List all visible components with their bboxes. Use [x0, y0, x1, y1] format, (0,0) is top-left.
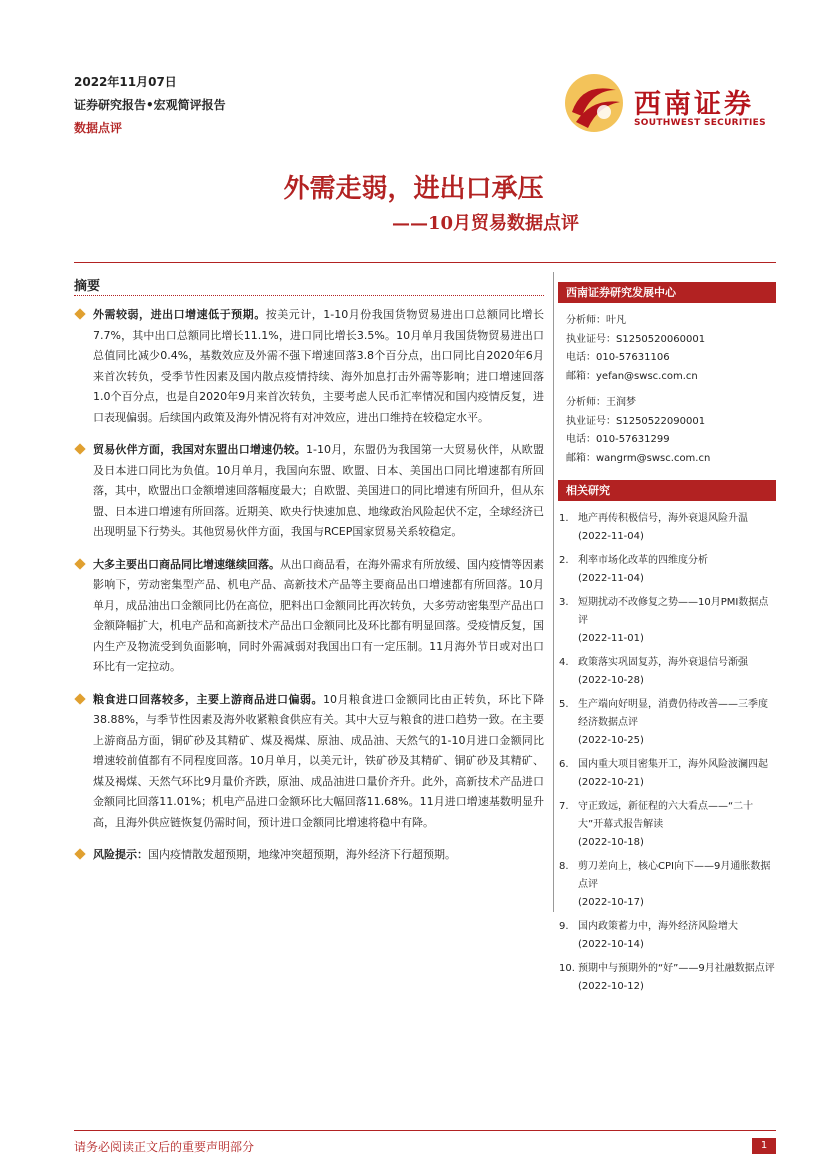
paragraph-lead: 风险提示：: [93, 848, 148, 861]
paragraph-lead: 粮食进口回落较多，主要上游商品进口偏弱。: [93, 692, 323, 706]
risk-warning: [74, 845, 544, 866]
abstract-paragraph: [74, 440, 544, 543]
item-date: (2022-10-17): [578, 897, 644, 908]
item-number: 8.: [559, 861, 569, 872]
related-research-item[interactable]: [558, 798, 776, 852]
analyst-card: [558, 312, 776, 386]
analyst-phone: 电话：010-57631299: [566, 434, 670, 445]
item-title: 国内重大项目密集开工，海外风险波澜四起: [578, 759, 768, 770]
paragraph-text: 按美元计，1-10月份我国货物贸易进出口总额同比增长7.7%，其中出口总额同比增长11.1%，进口同比增长3.5%。10月单月我国货物贸易进出口总值同比减少0.4%，基数效应及外需不强下增速回落3.8个百分点，出口同比自2020年6月来首次转负，受季节性因素及国内散点疫情持续、海外加息打击外需等影响；进口增速回落1.0个百分点，也是自2020年9月来首次转负，主要考虑人民币汇率情况和国内疫情反复，进口表现偏弱。后续国内政策及海外情况将有对冲效应，进出口维持在较稳定水平。: [93, 308, 544, 424]
company-logo: [562, 68, 772, 138]
report-category: 数据点评: [74, 121, 123, 135]
item-date: (2022-10-14): [578, 939, 644, 950]
related-research-item[interactable]: [558, 960, 776, 996]
analyst-email: 邮箱：yefan@swsc.com.cn: [566, 370, 698, 382]
research-center-title: 西南证券研究发展中心: [558, 282, 776, 303]
related-research-item[interactable]: [558, 594, 776, 648]
item-number: 6.: [559, 759, 569, 770]
report-subtitle: ——10月贸易数据点评: [391, 213, 580, 234]
related-research-item[interactable]: [558, 858, 776, 912]
paragraph-lead: 贸易伙伴方面，我国对东盟出口增速仍较。: [93, 443, 307, 456]
logo-english-name: SOUTHWEST SECURITIES: [634, 118, 766, 128]
analyst-card: [558, 394, 776, 468]
analyst-email: 邮箱：wangrm@swsc.com.cn: [566, 452, 711, 464]
diamond-bullet-icon: [74, 443, 85, 454]
item-number: 3.: [559, 597, 569, 608]
report-title: 外需走弱，进出口承压: [283, 174, 544, 204]
paragraph-lead: 大多主要出口商品同比增速继续回落。: [93, 557, 280, 571]
report-subtitle-wrap: [0, 209, 827, 235]
header-divider: [74, 262, 776, 263]
item-number: 7.: [559, 801, 569, 812]
related-research-list: [558, 510, 776, 996]
item-title: 剪刀差向上，核心CPI向下——9月通胀数据点评: [578, 861, 771, 890]
paragraph-lead: 外需较弱，进出口增速低于预期。: [93, 308, 266, 321]
report-type: 证券研究报告•宏观简评报告: [74, 98, 226, 112]
southwest-securities-logo-icon: [562, 72, 626, 134]
abstract-paragraph: [74, 555, 544, 678]
analyst-license: 执业证号：S1250520060001: [566, 333, 706, 345]
page-number: 1: [752, 1138, 776, 1154]
related-research-item[interactable]: [558, 510, 776, 546]
item-date: (2022-11-01): [578, 633, 644, 644]
item-title: 守正致远，新征程的六大看点——“二十大”开幕式报告解读: [578, 801, 754, 830]
diamond-bullet-icon: [74, 558, 85, 569]
analyst-name: 分析师：叶凡: [566, 315, 626, 326]
column-divider: [553, 272, 554, 912]
item-title: 短期扰动不改修复之势——10月PMI数据点评: [578, 597, 769, 626]
item-title: 利率市场化改革的四维度分析: [578, 555, 708, 566]
related-research-item[interactable]: [558, 696, 776, 750]
related-research-item[interactable]: [558, 654, 776, 690]
paragraph-text: 从出口商品看，在海外需求有所放缓、国内疫情等因素影响下，劳动密集型产品、机电产品、高新技术产品等主要商品出口增速都有所回落。10月单月，成品油出口金额同比仍在高位，肥料出口金额同比再次转负，大多劳动密集型产品出口金额降幅扩大，机电产品和高新技术产品出口金额同比及环比都有明显回落。受疫情反复，国内生产及物流受到负面影响，同时外需减弱对我国出口有一定压制。11月海外节日或对出口环比有一定拉动。: [93, 557, 544, 673]
diamond-bullet-icon: [74, 693, 85, 704]
related-research-item[interactable]: [558, 756, 776, 792]
paragraph-text: 国内疫情散发超预期，地缘冲突超预期，海外经济下行超预期。: [148, 848, 456, 861]
item-date: (2022-11-04): [578, 573, 644, 584]
footer-disclaimer: 请务必阅读正文后的重要声明部分: [74, 1140, 255, 1154]
footer-divider: [74, 1130, 776, 1131]
item-number: 2.: [559, 555, 569, 566]
logo-chinese-name: 西南证券: [634, 89, 754, 120]
item-date: (2022-10-25): [578, 735, 644, 746]
item-date: (2022-10-12): [578, 981, 644, 992]
item-number: 4.: [559, 657, 569, 668]
report-date: 2022年11月07日: [74, 75, 177, 89]
related-research-item[interactable]: [558, 552, 776, 588]
abstract-heading: 摘要: [74, 279, 101, 294]
item-number: 5.: [559, 699, 569, 710]
item-date: (2022-10-28): [578, 675, 644, 686]
item-title: 生产端向好明显，消费仍待改善——三季度经济数据点评: [578, 699, 768, 728]
item-number: 9.: [559, 921, 569, 932]
sidebar: [558, 282, 776, 1002]
abstract-body: [74, 305, 544, 878]
item-number: 1.: [559, 513, 569, 524]
diamond-bullet-icon: [74, 308, 85, 319]
item-title: 地产再传积极信号，海外衰退风险升温: [578, 513, 748, 524]
item-title: 预期中与预期外的“好”——9月社融数据点评: [578, 963, 775, 974]
item-number: 10.: [559, 963, 575, 974]
related-research-item[interactable]: [558, 918, 776, 954]
analyst-license: 执业证号：S1250522090001: [566, 415, 706, 427]
abstract-paragraph: [74, 690, 544, 834]
diamond-bullet-icon: [74, 848, 85, 859]
paragraph-text: 1-10月，东盟仍为我国第一大贸易伙伴，从欧盟及日本进口同比为负值。10月单月，我国向东盟、欧盟、日本、美国出口同比增速都有所回落，其中，欧盟出口金额增速回落幅度最大；自欧盟、美国进口的同比增速有所回升，但从东盟、日本进口增速有所回落。近期美、欧央行快速加息、地缘政治风险起伏不定，全球经济已出现明显下行势头。其他贸易伙伴方面，我国与RCEP国家贸易关系较稳定。: [93, 443, 544, 538]
item-title: 政策落实巩固复苏，海外衰退信号渐强: [578, 657, 748, 668]
abstract-paragraph: [74, 305, 544, 428]
related-research-title: 相关研究: [558, 480, 776, 501]
paragraph-text: 10月粮食进口金额同比由正转负，环比下降38.88%，与季节性因素及海外收紧粮食供应有关。其中大豆与粮食的进口趋势一致。在主要上游商品方面，铜矿砂及其精矿、煤及褐煤、原油、成品油、天然气的1-10月进口金额同比增速较前值都有不同程度回落。10月单月，以美元计，铁矿砂及其精矿、铜矿砂及其精矿、煤及褐煤、天然气环比9月量价齐跌，原油、成品油进口量价齐升。此外，高新技术产品进口金额同比回落11.01%；机电产品进口金额环比大幅回落11.68%。11月进口增速基数明显升高，且海外供应链恢复仍需时间，预计进口金额同比增速将稳中有降。: [93, 692, 544, 829]
item-title: 国内政策蓄力中，海外经济风险增大: [578, 921, 738, 932]
item-date: (2022-11-04): [578, 531, 644, 542]
analyst-name: 分析师：王润梦: [566, 397, 636, 408]
analyst-phone: 电话：010-57631106: [566, 352, 670, 363]
item-date: (2022-10-21): [578, 777, 644, 788]
abstract-divider: [74, 295, 544, 296]
item-date: (2022-10-18): [578, 837, 644, 848]
